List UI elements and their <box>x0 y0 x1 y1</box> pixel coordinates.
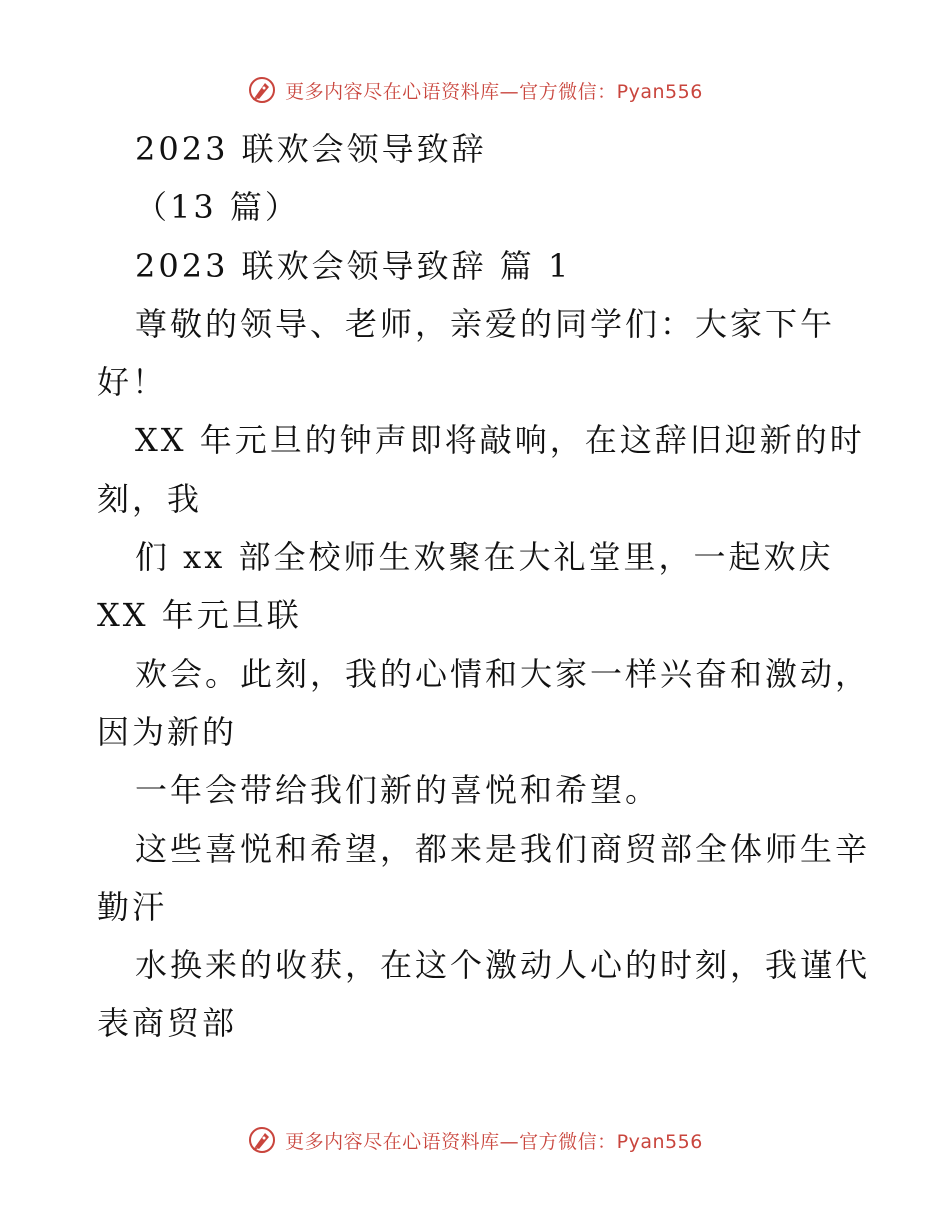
paragraph-line: XX 年元旦的钟声即将敲响，在这辞旧迎新的时 <box>135 421 865 460</box>
doc-title: 2023 联欢会领导致辞 <box>135 130 487 168</box>
paragraph-line: 们 xx 部全校师生欢聚在大礼堂里，一起欢庆 <box>135 538 834 577</box>
paragraph-line: 这些喜悦和希望，都来是我们商贸部全体师生辛 <box>135 829 871 868</box>
paragraph-line: 刻，我 <box>97 479 203 518</box>
paragraph-line: 尊敬的领导、老师，亲爱的同学们：大家下午 <box>135 304 836 343</box>
header-watermark-text: 更多内容尽在心语资料库—官方微信：Pyan556 <box>285 80 703 103</box>
paragraph-line: XX 年元旦联 <box>97 596 302 635</box>
paragraph-line: 好！ <box>97 363 168 402</box>
section-heading: 2023 联欢会领导致辞 篇 1 <box>135 246 572 285</box>
paragraph-line: 欢会。此刻，我的心情和大家一样兴奋和激动， <box>135 654 871 693</box>
paragraph-line: 水换来的收获，在这个激动人心的时刻，我谨代 <box>135 946 871 985</box>
paragraph-line: 表商贸部 <box>97 1004 238 1043</box>
paragraph-line: 一年会带给我们新的喜悦和希望。 <box>135 771 661 810</box>
paragraph-line: 勤汗 <box>97 887 168 926</box>
doc-subtitle: （13 篇） <box>135 188 300 227</box>
paragraph-line: 因为新的 <box>97 712 238 751</box>
pen-nib-logo-icon <box>247 75 277 105</box>
pen-nib-logo-icon <box>247 1125 277 1155</box>
document-body <box>97 120 877 1053</box>
footer-watermark-text: 更多内容尽在心语资料库—官方微信：Pyan556 <box>285 1130 703 1153</box>
header-watermark <box>0 70 950 110</box>
footer-watermark <box>0 1120 950 1160</box>
